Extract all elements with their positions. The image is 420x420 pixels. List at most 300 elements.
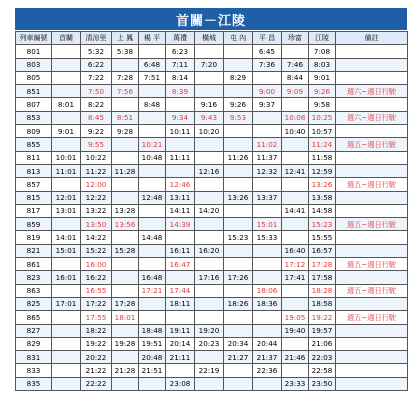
time-cell (282, 337, 309, 350)
time-cell: 16:47 (166, 258, 195, 271)
time-cell: 17:41 (282, 271, 309, 284)
time-cell: 22:03 (309, 351, 336, 364)
time-cell (224, 377, 253, 390)
time-cell: 21:37 (253, 351, 282, 364)
time-cell: 17:26 (224, 271, 253, 284)
train-number-cell: 821 (16, 244, 52, 257)
time-cell: 17:16 (195, 271, 224, 284)
time-cell: 7:28 (112, 71, 139, 84)
time-cell (112, 151, 139, 164)
table-row (16, 191, 408, 204)
time-cell: 12:01 (52, 191, 81, 204)
time-cell (282, 98, 309, 111)
time-cell (253, 258, 282, 271)
time-cell: 17:01 (52, 297, 81, 310)
time-cell: 14:41 (282, 204, 309, 217)
time-cell: 11:22 (81, 164, 112, 177)
column-header: 上 鳳 (112, 32, 139, 45)
time-cell: 5:38 (112, 45, 139, 58)
time-cell: 6:45 (253, 45, 282, 58)
time-cell (166, 98, 195, 111)
remark-cell (336, 204, 408, 217)
time-cell (224, 178, 253, 191)
time-cell: 12:16 (195, 164, 224, 177)
time-cell (112, 271, 139, 284)
time-cell: 9:16 (195, 98, 224, 111)
time-cell: 9:28 (112, 125, 139, 138)
time-cell: 7:50 (81, 85, 112, 98)
table-row (16, 218, 408, 231)
time-cell (282, 45, 309, 58)
time-cell (282, 218, 309, 231)
time-cell (166, 271, 195, 284)
column-header: 楊 平 (139, 32, 166, 45)
remark-cell (336, 337, 408, 350)
table-row (16, 284, 408, 297)
time-cell: 15:01 (253, 218, 282, 231)
time-cell: 16:20 (195, 244, 224, 257)
time-cell: 14:22 (81, 231, 112, 244)
time-cell: 6:22 (81, 58, 112, 71)
table-row (16, 231, 408, 244)
time-cell (166, 364, 195, 377)
time-cell (139, 178, 166, 191)
column-header: 萬禮 (166, 32, 195, 45)
table-row (16, 58, 408, 71)
time-cell: 19:40 (282, 324, 309, 337)
time-cell: 7:46 (282, 58, 309, 71)
time-cell (52, 218, 81, 231)
time-cell (282, 231, 309, 244)
time-cell (253, 204, 282, 217)
train-number-cell: 827 (16, 324, 52, 337)
train-number-cell: 863 (16, 284, 52, 297)
time-cell: 12:22 (81, 191, 112, 204)
time-cell: 7:08 (309, 45, 336, 58)
time-cell (112, 377, 139, 390)
time-cell: 14:48 (139, 231, 166, 244)
timetable (15, 31, 408, 391)
time-cell (282, 297, 309, 310)
time-cell: 16:48 (139, 271, 166, 284)
time-cell: 15:01 (52, 244, 81, 257)
train-number-cell: 835 (16, 377, 52, 390)
time-cell: 9:34 (166, 111, 195, 124)
remark-cell: 週六~週日行駛 (336, 111, 408, 124)
time-cell (112, 284, 139, 297)
train-number-cell: 859 (16, 218, 52, 231)
remark-cell (336, 364, 408, 377)
time-cell (52, 58, 81, 71)
time-cell: 7:36 (253, 58, 282, 71)
time-cell: 13:58 (309, 191, 336, 204)
train-number-cell: 809 (16, 125, 52, 138)
table-row (16, 204, 408, 217)
time-cell (282, 191, 309, 204)
time-cell: 22:36 (253, 364, 282, 377)
time-cell: 13:11 (166, 191, 195, 204)
time-cell: 7:20 (195, 58, 224, 71)
table-row (16, 164, 408, 177)
time-cell (253, 244, 282, 257)
remark-cell (336, 271, 408, 284)
time-cell: 21:06 (309, 337, 336, 350)
time-cell: 9:26 (309, 85, 336, 98)
time-cell (52, 311, 81, 324)
remark-cell (336, 58, 408, 71)
time-cell (282, 138, 309, 151)
remark-cell (336, 191, 408, 204)
time-cell: 8:44 (282, 71, 309, 84)
time-cell (195, 351, 224, 364)
time-cell: 16:01 (52, 271, 81, 284)
time-cell (139, 125, 166, 138)
time-cell: 18:36 (253, 297, 282, 310)
time-cell: 19:57 (309, 324, 336, 337)
time-cell (224, 258, 253, 271)
time-cell: 20:23 (195, 337, 224, 350)
table-row (16, 244, 408, 257)
time-cell (52, 337, 81, 350)
time-cell: 16:55 (81, 284, 112, 297)
time-cell: 9:43 (195, 111, 224, 124)
time-cell: 19:05 (282, 311, 309, 324)
time-cell (139, 204, 166, 217)
train-number-cell: 803 (16, 58, 52, 71)
time-cell (139, 311, 166, 324)
time-cell: 8:01 (52, 98, 81, 111)
time-cell: 19:22 (309, 311, 336, 324)
time-cell (112, 138, 139, 151)
time-cell: 16:40 (282, 244, 309, 257)
time-cell (112, 98, 139, 111)
time-cell: 15:33 (253, 231, 282, 244)
time-cell: 9:22 (81, 125, 112, 138)
time-cell: 17:55 (81, 311, 112, 324)
time-cell: 9:01 (52, 125, 81, 138)
remark-cell (336, 324, 408, 337)
table-row (16, 324, 408, 337)
time-cell: 14:20 (195, 204, 224, 217)
remark-cell: 週五~週日行駛 (336, 218, 408, 231)
time-cell (139, 218, 166, 231)
time-cell (52, 178, 81, 191)
time-cell: 23:08 (166, 377, 195, 390)
time-cell (112, 178, 139, 191)
time-cell: 14:11 (166, 204, 195, 217)
time-cell (224, 244, 253, 257)
time-cell: 17:28 (112, 297, 139, 310)
time-cell: 6:23 (166, 45, 195, 58)
remark-cell (336, 231, 408, 244)
time-cell: 16:57 (309, 244, 336, 257)
time-cell (52, 138, 81, 151)
time-cell: 12:46 (166, 178, 195, 191)
timetable-title: 首關－江陵 (15, 8, 407, 30)
time-cell (52, 284, 81, 297)
time-cell (52, 45, 81, 58)
time-cell: 10:01 (52, 151, 81, 164)
time-cell: 10:20 (195, 125, 224, 138)
time-cell (139, 85, 166, 98)
time-cell (139, 111, 166, 124)
time-cell (282, 364, 309, 377)
time-cell (195, 311, 224, 324)
time-cell: 14:39 (166, 218, 195, 231)
time-cell: 17:22 (81, 297, 112, 310)
time-cell (195, 258, 224, 271)
time-cell (166, 164, 195, 177)
time-cell: 18:01 (112, 311, 139, 324)
table-row (16, 85, 408, 98)
time-cell (139, 244, 166, 257)
time-cell: 19:22 (81, 337, 112, 350)
train-number-cell: 861 (16, 258, 52, 271)
time-cell (195, 284, 224, 297)
time-cell: 11:26 (224, 151, 253, 164)
time-cell: 19:11 (166, 324, 195, 337)
time-cell: 15:28 (112, 244, 139, 257)
time-cell: 11:11 (166, 151, 195, 164)
time-cell: 12:32 (253, 164, 282, 177)
time-cell (282, 178, 309, 191)
time-cell: 12:00 (81, 178, 112, 191)
time-cell: 10:57 (309, 125, 336, 138)
time-cell: 18:28 (309, 284, 336, 297)
time-cell (224, 284, 253, 297)
remark-cell (336, 151, 408, 164)
time-cell: 9:37 (253, 98, 282, 111)
time-cell: 11:24 (309, 138, 336, 151)
time-cell (139, 164, 166, 177)
train-number-cell: 817 (16, 204, 52, 217)
table-row (16, 337, 408, 350)
train-number-cell: 805 (16, 71, 52, 84)
time-cell: 13:56 (112, 218, 139, 231)
time-cell (282, 151, 309, 164)
time-cell (195, 377, 224, 390)
time-cell: 10:11 (166, 125, 195, 138)
header-row (16, 32, 408, 45)
time-cell (224, 164, 253, 177)
time-cell (224, 204, 253, 217)
table-row (16, 151, 408, 164)
time-cell: 18:26 (224, 297, 253, 310)
time-cell: 22:22 (81, 377, 112, 390)
time-cell: 10:22 (81, 151, 112, 164)
time-cell (195, 178, 224, 191)
time-cell (253, 311, 282, 324)
remark-cell (336, 45, 408, 58)
remark-cell (336, 297, 408, 310)
time-cell (52, 364, 81, 377)
column-header: 橫城 (195, 32, 224, 45)
time-cell: 9:00 (253, 85, 282, 98)
time-cell: 17:28 (309, 258, 336, 271)
table-row (16, 377, 408, 390)
train-number-cell: 855 (16, 138, 52, 151)
time-cell (224, 138, 253, 151)
train-number-cell: 851 (16, 85, 52, 98)
time-cell: 8:14 (166, 71, 195, 84)
time-cell: 7:51 (139, 71, 166, 84)
train-number-cell: 831 (16, 351, 52, 364)
time-cell: 16:11 (166, 244, 195, 257)
column-header: 珍富 (282, 32, 309, 45)
table-row (16, 98, 408, 111)
time-cell: 17:44 (166, 284, 195, 297)
remark-cell (336, 125, 408, 138)
time-cell: 18:06 (253, 284, 282, 297)
time-cell: 21:28 (112, 364, 139, 377)
time-cell: 20:34 (224, 337, 253, 350)
time-cell (195, 85, 224, 98)
time-cell: 21:46 (282, 351, 309, 364)
table-row (16, 111, 408, 124)
time-cell: 14:01 (52, 231, 81, 244)
time-cell: 8:22 (81, 98, 112, 111)
table-row (16, 364, 408, 377)
table-row (16, 45, 408, 58)
time-cell (224, 85, 253, 98)
train-number-cell: 801 (16, 45, 52, 58)
time-cell: 20:22 (81, 351, 112, 364)
time-cell: 11:02 (253, 138, 282, 151)
column-header: 清涼里 (81, 32, 112, 45)
time-cell: 10:21 (139, 138, 166, 151)
time-cell (195, 151, 224, 164)
time-cell (224, 311, 253, 324)
time-cell (112, 324, 139, 337)
time-cell: 7:11 (166, 58, 195, 71)
remark-cell (336, 244, 408, 257)
time-cell: 11:37 (253, 151, 282, 164)
remark-cell: 週六~週日行駛 (336, 85, 408, 98)
column-header: 首關 (52, 32, 81, 45)
table-row (16, 351, 408, 364)
time-cell: 12:59 (309, 164, 336, 177)
time-cell (253, 111, 282, 124)
time-cell: 5:32 (81, 45, 112, 58)
time-cell: 23:33 (282, 377, 309, 390)
time-cell (195, 71, 224, 84)
time-cell: 17:12 (282, 258, 309, 271)
column-header: 列車編號 (16, 32, 52, 45)
column-header: 江陵 (309, 32, 336, 45)
time-cell: 22:58 (309, 364, 336, 377)
train-number-cell: 807 (16, 98, 52, 111)
time-cell: 6:48 (139, 58, 166, 71)
time-cell: 15:23 (224, 231, 253, 244)
time-cell: 20:14 (166, 337, 195, 350)
time-cell (52, 377, 81, 390)
column-header: 備註 (336, 32, 408, 45)
time-cell (224, 45, 253, 58)
time-cell: 9:09 (282, 85, 309, 98)
table-row (16, 138, 408, 151)
time-cell (112, 58, 139, 71)
time-cell: 16:22 (81, 271, 112, 284)
table-row (16, 71, 408, 84)
time-cell: 9:53 (224, 111, 253, 124)
time-cell: 19:51 (139, 337, 166, 350)
time-cell (166, 311, 195, 324)
time-cell: 14:58 (309, 204, 336, 217)
time-cell (166, 138, 195, 151)
time-cell (195, 297, 224, 310)
remark-cell (336, 164, 408, 177)
time-cell: 9:26 (224, 98, 253, 111)
time-cell: 8:48 (139, 98, 166, 111)
column-header: 平 昌 (253, 32, 282, 45)
time-cell (139, 45, 166, 58)
time-cell: 7:22 (81, 71, 112, 84)
train-number-cell: 857 (16, 178, 52, 191)
time-cell: 21:11 (166, 351, 195, 364)
time-cell: 12:41 (282, 164, 309, 177)
remark-cell (336, 98, 408, 111)
time-cell: 9:01 (309, 71, 336, 84)
train-number-cell: 829 (16, 337, 52, 350)
time-cell: 13:37 (253, 191, 282, 204)
time-cell: 10:40 (282, 125, 309, 138)
time-cell: 13:26 (309, 178, 336, 191)
time-cell: 9:58 (309, 98, 336, 111)
time-cell: 15:55 (309, 231, 336, 244)
time-cell (139, 297, 166, 310)
time-cell (52, 85, 81, 98)
time-cell (195, 218, 224, 231)
time-cell (253, 377, 282, 390)
table-row (16, 258, 408, 271)
table-row (16, 271, 408, 284)
time-cell: 11:28 (112, 164, 139, 177)
remark-cell (336, 377, 408, 390)
remark-cell (336, 71, 408, 84)
time-cell (166, 231, 195, 244)
time-cell: 21:22 (81, 364, 112, 377)
time-cell: 15:22 (81, 244, 112, 257)
time-cell (52, 71, 81, 84)
time-cell (253, 125, 282, 138)
time-cell: 8:29 (224, 71, 253, 84)
time-cell (253, 71, 282, 84)
time-cell (139, 258, 166, 271)
remark-cell: 週五~週日行駛 (336, 311, 408, 324)
time-cell: 7:56 (112, 85, 139, 98)
column-header: 屯 內 (224, 32, 253, 45)
time-cell: 17:58 (309, 271, 336, 284)
time-cell: 17:21 (139, 284, 166, 297)
train-number-cell: 819 (16, 231, 52, 244)
time-cell: 12:48 (139, 191, 166, 204)
time-cell: 19:20 (195, 324, 224, 337)
time-cell: 13:22 (81, 204, 112, 217)
train-number-cell: 811 (16, 151, 52, 164)
remark-cell: 週五~週日行駛 (336, 284, 408, 297)
time-cell: 22:19 (195, 364, 224, 377)
time-cell (224, 125, 253, 138)
time-cell: 16:00 (81, 258, 112, 271)
time-cell (112, 191, 139, 204)
time-cell (224, 218, 253, 231)
time-cell (224, 324, 253, 337)
train-number-cell: 823 (16, 271, 52, 284)
time-cell: 13:50 (81, 218, 112, 231)
time-cell: 18:48 (139, 324, 166, 337)
time-cell: 21:51 (139, 364, 166, 377)
time-cell (52, 258, 81, 271)
